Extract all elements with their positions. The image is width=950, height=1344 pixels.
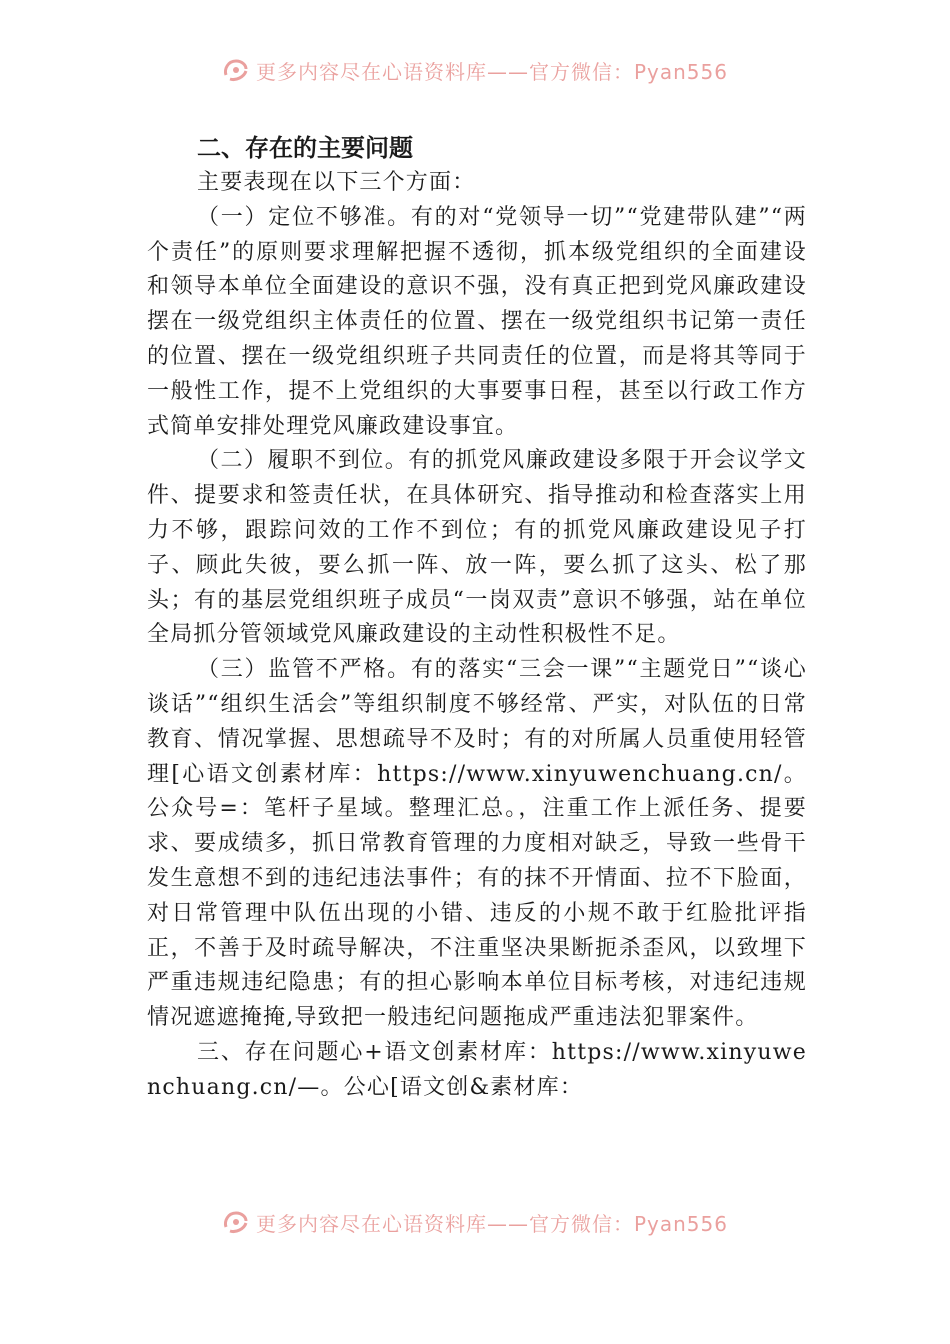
paragraph-section-three: 三、存在问题心+语文创素材库：https://www.xinyuwenchuang.cn/—。公心[语文创&素材库： [147,1039,807,1100]
brand-logo-icon [222,57,250,83]
brand-logo-icon [222,1209,250,1235]
paragraph-supervision: （三）监管不严格。有的落实“三会一课”“主题党日”“谈心谈话”“组织生活会”等组织制度不够经常、严实，对队伍的日常教育、情况掌握、思想疏导不及时；有的对所属人员重使用轻管理[心语文创素材库：https://www.xinyuwenchuang.cn/。公众号=：笔杆子星域。整理汇总。，注重工作上派任务、提要求、要成绩多，抓日常教育管理的力度相对缺乏，导致一些骨干发生意想不到的违纪违法事件；有的抹不开情面、拉不下脸面，对日常管理中队伍出现的小错、违反的小规不敢于红脸批评指正，不善于及时疏导解决，不注重坚决果断扼杀歪风，以致埋下严重违规违纪隐患；有的担心影响本单位目标考核，对违纪违规情况遮遮掩掩,导致把一般违纪问题拖成严重违法犯罪案件。 [147,657,807,1031]
header-watermark-banner [0,50,950,90]
document-body [147,130,807,1106]
paragraph-positioning: （一）定位不够准。有的对“党领导一切”“党建带队建”“两个责任”的原则要求理解把握不透彻，抓本级党组织的全面建设和领导本单位全面建设的意识不强，没有真正把到党风廉政建设摆在一级党组织主体责任的位置、摆在一级党组织书记第一责任的位置、摆在一级党组织班子共同责任的位置，而是将其等同于一般性工作，提不上党组织的大事要事日程，甚至以行政工作方式简单安排处理党风廉政建设事宜。 [147,204,807,439]
paragraph-duty-performance: （二）履职不到位。有的抓党风廉政建设多限于开会议学文件、提要求和签责任状，在具体研究、指导推动和检查落实上用力不够，跟踪问效的工作不到位；有的抓党风廉政建设见子打子、顾此失彼，要么抓一阵、放一阵，要么抓了这头、松了那头；有的基层党组织班子成员“一岗双责”意识不够强，站在单位全局抓分管领域党风廉政建设的主动性积极性不足。 [147,448,807,648]
banner-text: 更多内容尽在心语资料库——官方微信：Pyan556 [255,59,728,84]
paragraph-intro: 主要表现在以下三个方面： [197,170,476,195]
section-heading: 二、存在的主要问题 [197,134,413,162]
footer-watermark-banner [0,1202,950,1242]
banner-text: 更多内容尽在心语资料库——官方微信：Pyan556 [255,1211,728,1236]
